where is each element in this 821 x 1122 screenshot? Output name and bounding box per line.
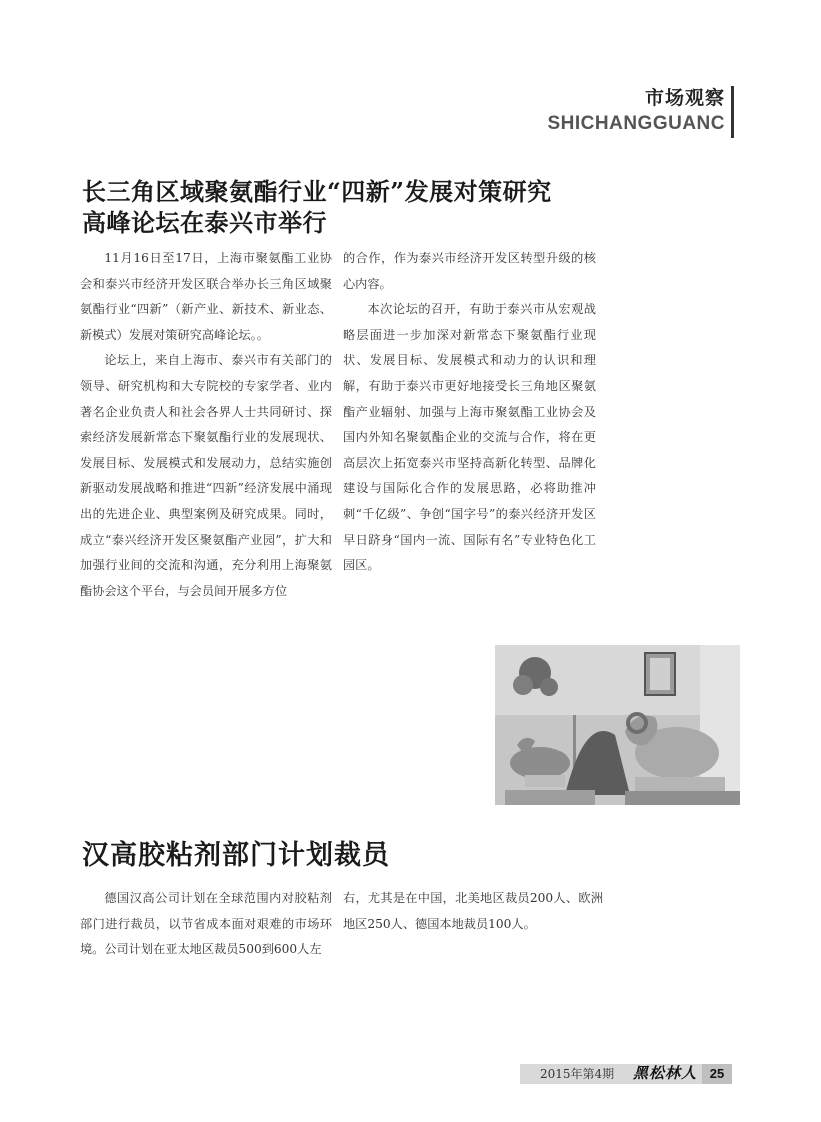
section-divider	[731, 86, 734, 138]
article1-paragraph: 论坛上，来自上海市、泰兴市有关部门的领导、研究机构和大专院校的专家学者、业内著名企业负责人和社会各界人士共同研讨、探索经济发展新常态下聚氨酯行业的发展现状、发展目标、发展模式和发展动力，总结实施创新驱动发展战略和推进“四新”经济发展中涌现出的先进企业、典型案例及研究成果。同时，成立“泰兴经济开发区聚氨酯产业园”，扩大和加强行业间的交流和沟通，充分利用上海聚氨酯协会这个平台，与会员间开展多方位	[80, 353, 332, 598]
footer-issue: 2015年第4期	[540, 1067, 615, 1081]
footer-magazine-logo: 黑松林人	[633, 1064, 698, 1082]
article2-paragraph: 德国汉高公司计划在全球范围内对胶粘剂部门进行裁员，以节省成本面对艰难的市场环境。公司计划在亚太地区裁员500到600人左	[80, 891, 332, 957]
footer-page-number: 25	[702, 1064, 732, 1084]
article1-title-line1: 长三角区域聚氨酯行业“四新”发展对策研究	[82, 177, 552, 206]
article2-paragraph: 右，尤其是在中国，北美地区裁员200人、欧洲地区250人、德国本地裁员100人。	[343, 891, 603, 931]
stone-sheep-photo	[495, 645, 740, 805]
section-title-en: SHICHANGGUANC	[547, 113, 725, 134]
article2-headline: 汉高胶粘剂部门计划裁员	[82, 840, 390, 871]
article1-paragraph: 的合作，作为泰兴市经济开发区转型升级的核心内容。	[343, 251, 596, 291]
article1-column-right	[343, 246, 596, 579]
section-header	[548, 86, 726, 136]
article1-title-line2: 高峰论坛在泰兴市举行	[82, 208, 327, 237]
section-title-cn: 市场观察	[644, 87, 725, 109]
article1-headline	[82, 176, 552, 238]
article1-paragraph: 11月16日至17日，上海市聚氨酯工业协会和泰兴市经济开发区联合举办长三角区域聚氨酯行业“四新”（新产业、新技术、新业态、新模式）发展对策研究高峰论坛。。	[80, 251, 332, 342]
article1-paragraph: 本次论坛的召开，有助于泰兴市从宏观战略层面进一步加深对新常态下聚氨酯行业现状、发展目标、发展模式和动力的认识和理解，有助于泰兴市更好地接受长三角地区聚氨酯产业辐射、加强与上海市聚氨酯工业协会及国内外知名聚氨酯企业的交流与合作，将在更高层次上拓宽泰兴市坚持高新化转型、品牌化建设与国际化合作的发展思路，必将助推冲刺“千亿级”、争创“国字号”的泰兴经济开发区早日跻身“国内一流、国际有名”专业特色化工园区。	[343, 302, 596, 573]
article2-column-right	[343, 886, 603, 937]
article2-column-left	[80, 886, 332, 963]
stone-sheep-illustration	[495, 645, 740, 805]
article1-column-left	[80, 246, 332, 604]
